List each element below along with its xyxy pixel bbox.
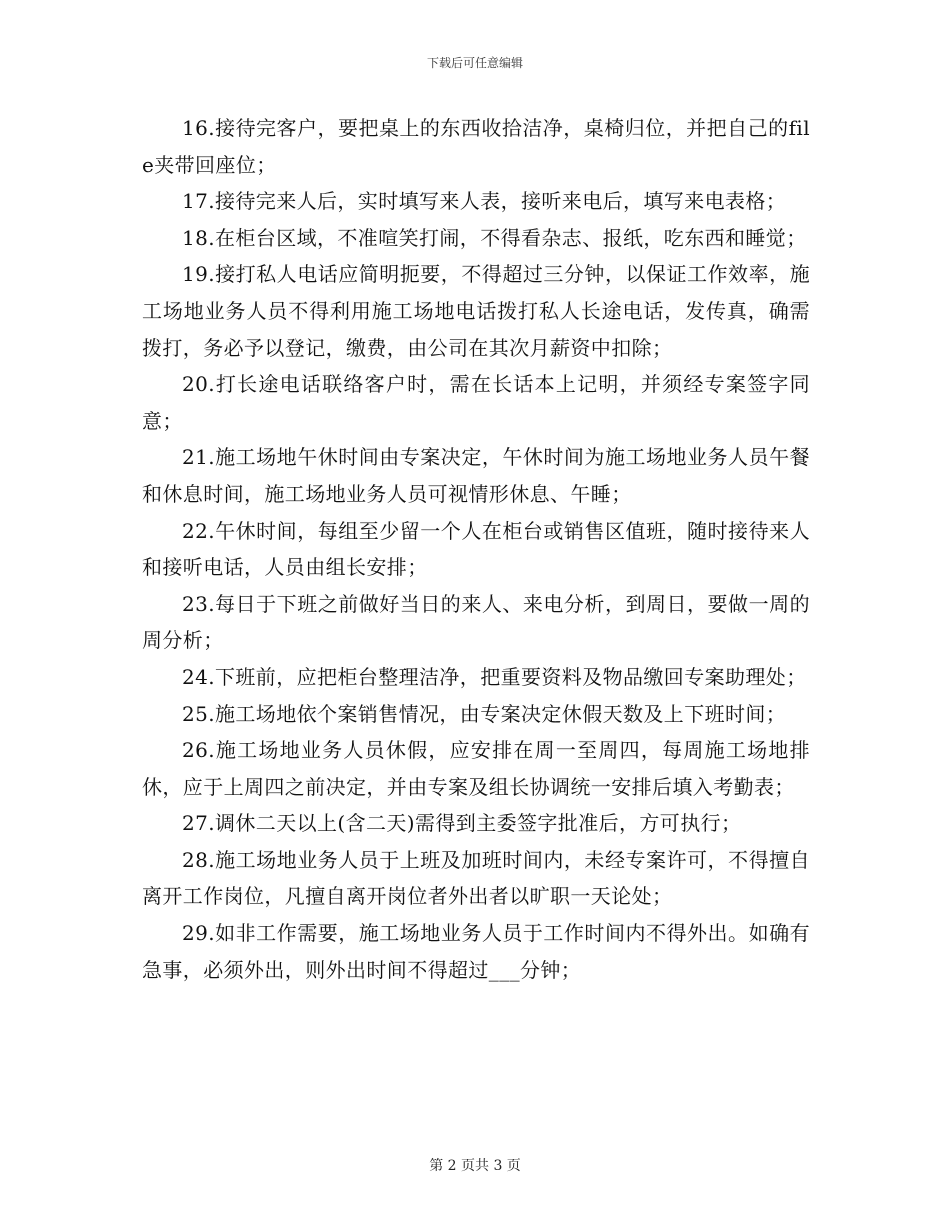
paragraph-20: 20.打长途电话联络客户时，需在长话本上记明，并须经专案签字同意； xyxy=(142,372,810,433)
paragraph-25: 25.施工场地依个案销售情况，由专案决定休假天数及上下班时间； xyxy=(182,701,787,726)
paragraph-17: 17.接待完来人后，实时填写来人表，接听来电后，填写来电表格； xyxy=(182,189,787,214)
paragraph-29: 29.如非工作需要，施工场地业务人员于工作时间内不得外出。如确有急事，必须外出，则外出时间不得超过___分钟； xyxy=(142,921,810,982)
paragraph-26: 26.施工场地业务人员休假，应安排在周一至周四，每周施工场地排休，应于上周四之前决定，并由专案及组长协调统一安排后填入考勤表； xyxy=(142,738,810,799)
paragraph-22: 22.午休时间，每组至少留一个人在柜台或销售区值班，随时接待来人和接听电话，人员由组长安排； xyxy=(142,518,810,580)
paragraph-23: 23.每日于下班之前做好当日的来人、来电分析，到周日，要做一周的周分析； xyxy=(142,591,810,653)
paragraph-24: 24.下班前，应把柜台整理洁净，把重要资料及物品缴回专案助理处； xyxy=(182,664,807,689)
paragraph-19: 19.接打私人电话应简明扼要，不得超过三分钟，以保证工作效率，施工场地业务人员不得利用施工场地电话拨打私人长途电话，发传真，确需拨打，务必予以登记，缴费，由公司在其次月薪资中扣除； xyxy=(142,262,810,360)
page-footer: 第 2 页共 3 页 xyxy=(429,1158,521,1174)
paragraph-21: 21.施工场地午休时间由专案决定，午休时间为施工场地业务人员午餐和休息时间，施工场地业务人员可视情形休息、午睡； xyxy=(142,445,810,506)
paragraph-18: 18.在柜台区域，不准喧笑打闹，不得看杂志、报纸，吃东西和睡觉； xyxy=(182,225,807,250)
paragraph-16: 16.接待完客户，要把桌上的东西收拾洁净，桌椅归位，并把自己的file夹带回座位； xyxy=(142,116,810,177)
document-body xyxy=(142,110,810,988)
paragraph-27: 27.调休二天以上(含二天)需得到主委签字批准后，方可执行； xyxy=(182,811,742,836)
page-header: 下载后可任意编辑 xyxy=(426,56,523,70)
paragraph-28: 28.施工场地业务人员于上班及加班时间内，未经专案许可，不得擅自离开工作岗位，凡擅自离开岗位者外出者以旷职一天论处； xyxy=(142,847,810,909)
